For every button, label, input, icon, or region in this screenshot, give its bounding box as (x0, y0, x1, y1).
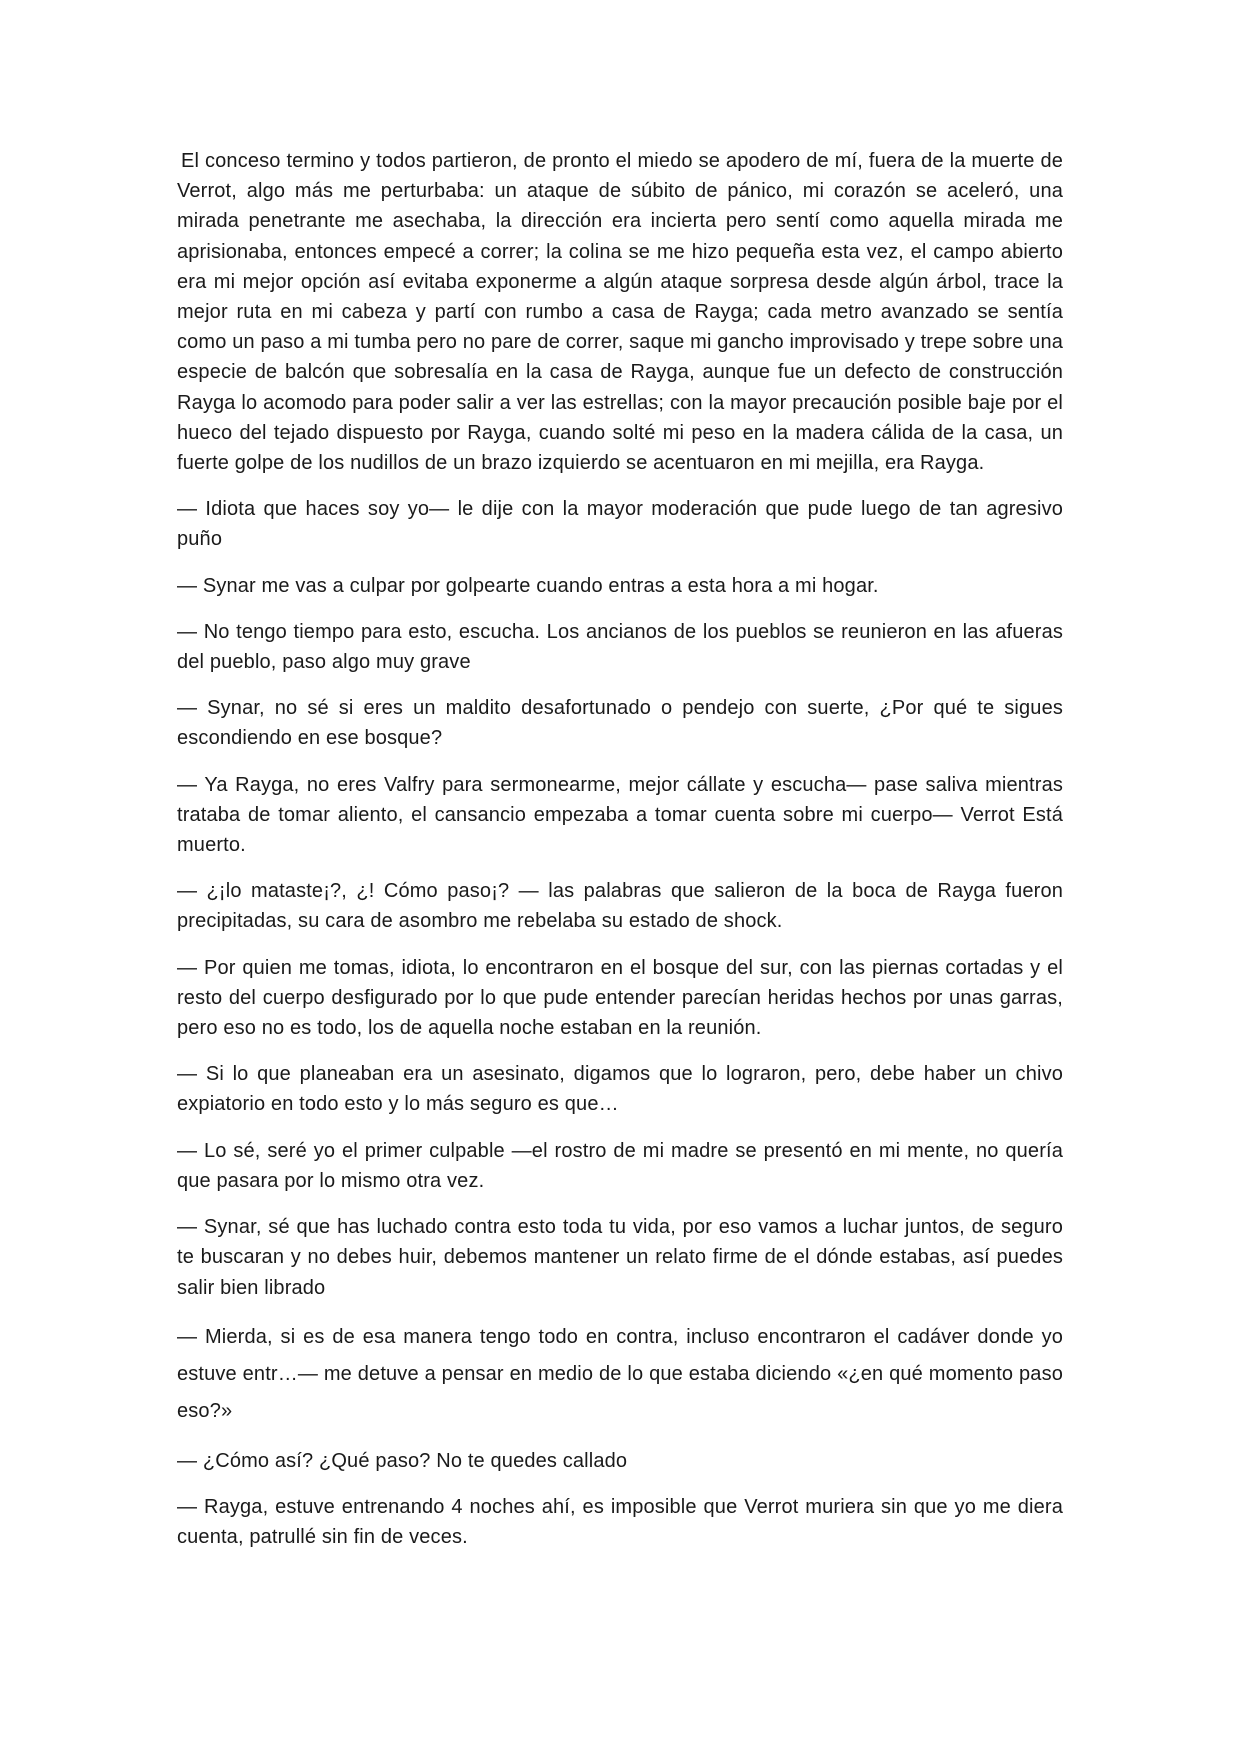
paragraph-dialogue: — Si lo que planeaban era un asesinato, digamos que lo lograron, pero, debe haber un chivo expiatorio en todo esto y lo más seguro es que… (177, 1063, 1063, 1116)
paragraph-dialogue: — Mierda, si es de esa manera tengo todo en contra, incluso encontraron el cadáver donde yo estuve entr…— me detuve a pensar en medio de lo que estaba diciendo «¿en qué momento paso eso?» (177, 1325, 1063, 1422)
document-body (177, 146, 1063, 1568)
paragraph-dialogue: — Ya Rayga, no eres Valfry para sermonearme, mejor cállate y escucha— pase saliva mientras trataba de tomar aliento, el cansancio empezaba a tomar cuenta sobre mi cuerpo— Verrot Está muerto. (177, 773, 1063, 857)
paragraph-dialogue: — Synar, sé que has luchado contra esto toda tu vida, por eso vamos a luchar juntos, de seguro te buscaran y no debes huir, debemos mantener un relato firme de el dónde estabas, así puedes salir bien librado (177, 1216, 1063, 1299)
paragraph-dialogue: — Synar, no sé si eres un maldito desafortunado o pendejo con suerte, ¿Por qué te sigues escondiendo en ese bosque? (177, 697, 1063, 750)
paragraph-dialogue: — Por quien me tomas, idiota, lo encontraron en el bosque del sur, con las piernas cortadas y el resto del cuerpo desfigurado por lo que pude entender parecían heridas hechos por unas garras, pero eso no es todo, los de aquella noche estaban en la reunión. (177, 956, 1063, 1040)
paragraph-dialogue: — Synar me vas a culpar por golpearte cuando entras a esta hora a mi hogar. (177, 574, 879, 597)
paragraph-dialogue: — No tengo tiempo para esto, escucha. Los ancianos de los pueblos se reunieron en las afueras del pueblo, paso algo muy grave (177, 620, 1063, 674)
paragraph-dialogue: — Idiota que haces soy yo— le dije con la mayor moderación que pude luego de tan agresivo puño (177, 498, 1063, 551)
paragraph-dialogue: — Lo sé, seré yo el primer culpable —el rostro de mi madre se presentó en mi mente, no quería que pasara por lo mismo otra vez. (177, 1139, 1063, 1192)
paragraph-dialogue: — ¿¡lo mataste¡?, ¿! Cómo paso¡? — las palabras que salieron de la boca de Rayga fueron precipitadas, su cara de asombro me rebelaba su estado de shock. (177, 880, 1063, 933)
paragraph-narration: El conceso termino y todos partieron, de pronto el miedo se apodero de mí, fuera de la muerte de Verrot, algo más me perturbaba: un ataque de súbito de pánico, mi corazón se aceleró, una mirada penetrante me asechaba, la dirección era incierta pero sentí como aquella mirada me aprisionaba, entonces empecé a correr; la colina se me hizo pequeña esta vez, el campo abierto era mi mejor opción así evitaba exponerme a algún ataque sorpresa desde algún árbol, trace la mejor ruta en mi cabeza y partí con rumbo a casa de Rayga; cada metro avanzado se sentía como un paso a mi tumba pero no pare de correr, saque mi gancho improvisado y trepe sobre una especie de balcón que sobresalía en la casa de Rayga, aunque fue un defecto de construcción Rayga lo acomodo para poder salir a ver las estrellas; con la mayor precaución posible baje por el hueco del tejado dispuesto por Rayga, cuando solté mi peso en la madera cálida de la casa, un fuerte golpe de los nudillos de un brazo izquierdo se acentuaron en mi mejilla, era Rayga. (177, 150, 1063, 475)
paragraph-dialogue: — Rayga, estuve entrenando 4 noches ahí, es imposible que Verrot muriera sin que yo me diera cuenta, patrullé sin fin de veces. (177, 1495, 1063, 1549)
paragraph-dialogue: — ¿Cómo así? ¿Qué paso? No te quedes callado (177, 1449, 628, 1472)
